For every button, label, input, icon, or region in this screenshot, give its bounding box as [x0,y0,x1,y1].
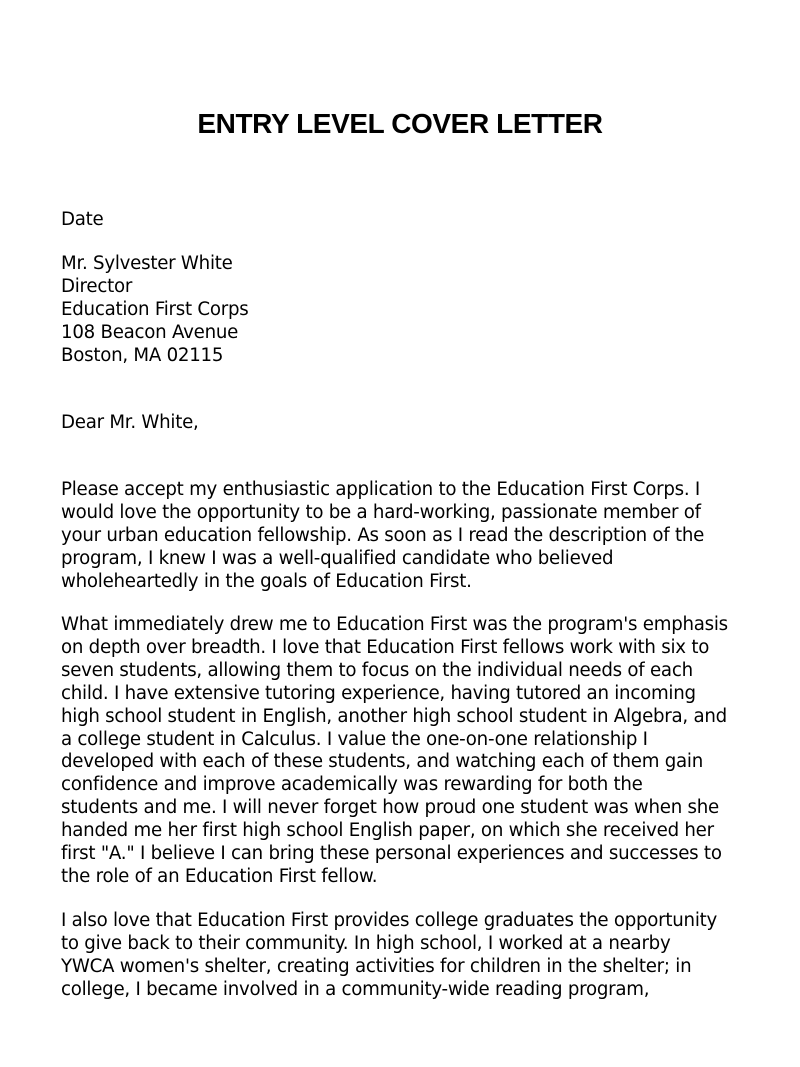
salutation: Dear Mr. White, [61,412,199,433]
paragraph-line: to give back to their community. In high school, I worked at a nearby [61,932,671,954]
paragraph-line: students and me. I will never forget how proud one student was when she [61,797,719,819]
paragraph-line: wholeheartedly in the goals of Education First. [61,570,472,592]
paragraph-line: high school student in English, another high school student in Algebra, and [61,705,727,727]
recipient-street: 108 Beacon Avenue [61,322,239,343]
recipient-city-state-zip: Boston, MA 02115 [61,345,224,366]
date-line: Date [61,209,104,230]
paragraph-line: YWCA women's shelter, creating activities for children in the shelter; in [61,955,692,977]
paragraph-line: college, I became involved in a community-wide reading program, [61,978,650,1000]
paragraph-line: seven students, allowing them to focus on the individual needs of each [61,659,693,681]
paragraph-line: handed me her first high school English paper, on which she received her [61,820,714,842]
paragraph-line: the role of an Education First fellow. [61,865,378,887]
body-paragraph-3 [61,910,751,1002]
paragraph-line: developed with each of these students, and watching each of them gain [61,751,704,773]
paragraph-line: child. I have extensive tutoring experience, having tutored an incoming [61,682,696,704]
paragraph-line: confidence and improve academically was rewarding for both the [61,774,643,796]
paragraph-line: a college student in Calculus. I value the one-on-one relationship I [61,728,648,750]
paragraph-line: program, I knew I was a well-qualified candidate who believed [61,547,614,569]
paragraph-line: I also love that Education First provides college graduates the opportunity [61,910,718,931]
paragraph-line: What immediately drew me to Education First was the program's emphasis [61,614,728,635]
body-paragraph-1 [61,479,751,594]
paragraph-line: on depth over breadth. I love that Education First fellows work with six to [61,636,710,658]
recipient-position: Director [61,276,133,297]
recipient-organization: Education First Corps [61,299,249,320]
body-paragraph-2 [61,614,751,889]
paragraph-line: first "A." I believe I can bring these personal experiences and successes to [61,843,722,865]
recipient-name: Mr. Sylvester White [61,253,233,274]
paragraph-line: your urban education fellowship. As soon as I read the description of the [61,524,705,546]
paragraph-line: Please accept my enthusiastic application to the Education First Corps. I [61,479,701,500]
page-title: ENTRY LEVEL COVER LETTER [197,108,603,139]
paragraph-line: would love the opportunity to be a hard-working, passionate member of [61,501,701,523]
